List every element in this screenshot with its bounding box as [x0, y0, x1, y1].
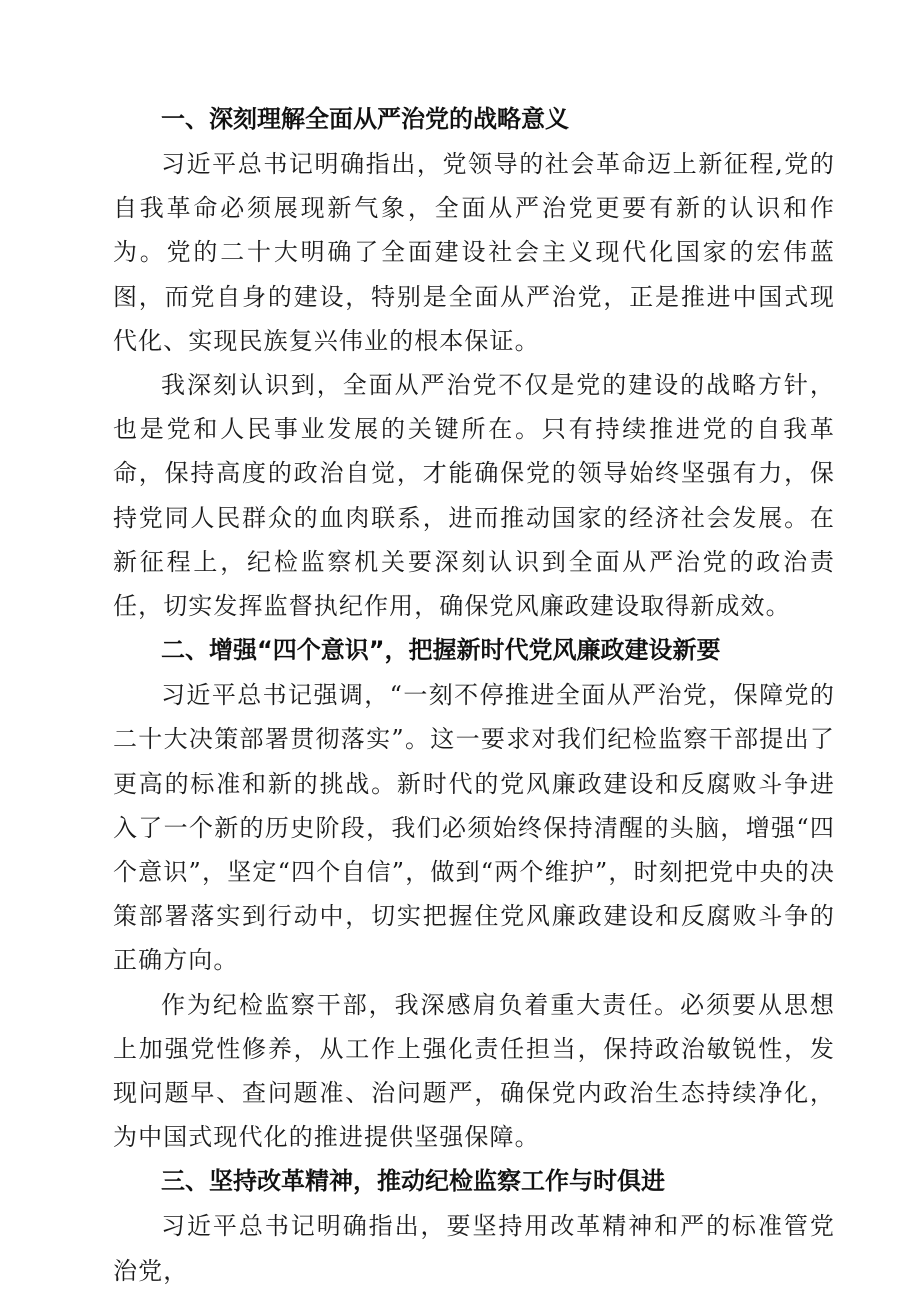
- section-2-paragraph-2: 作为纪检监察干部，我深感肩负着重大责任。必须要从思想上加强党性修养，从工作上强化责任担当，保持政治敏锐性，发现问题早、查问题准、治问题严，确保党内政治生态持续净化，为中国式现代化的推进提供坚强保障。: [113, 990, 835, 1152]
- section-3-heading: 三、坚持改革精神，推动纪检监察工作与时俱进: [161, 1167, 665, 1196]
- section-1-paragraph-1: 习近平总书记明确指出，党领导的社会革命迈上新征程,党的自我革命必须展现新气象，全面从严治党更要有新的认识和作为。党的二十大明确了全面建设社会主义现代化国家的宏伟蓝图，而党自身的建设，特别是全面从严治党，正是推进中国式现代化、实现民族复兴伟业的根本保证。: [113, 150, 835, 355]
- section-1-heading: 一、深刻理解全面从严治党的战略意义: [161, 105, 569, 133]
- document-body: [113, 97, 835, 1293]
- section-1-paragraph-2: 我深刻认识到，全面从严治党不仅是党的建设的战略方针，也是党和人民事业发展的关键所在。只有持续推进党的自我革命，保持高度的政治自觉，才能确保党的领导始终坚强有力，保持党同人民群众的血肉联系，进而推动国家的经济社会发展。在新征程上，纪检监察机关要深刻认识到全面从严治党的政治责任，切实发挥监督执纪作用，确保党风廉政建设取得新成效。: [113, 371, 835, 621]
- section-2-heading: 二、增强“四个意识”，把握新时代党风廉政建设新要: [161, 636, 721, 665]
- section-2-paragraph-1: 习近平总书记强调，“一刻不停推进全面从严治党，保障党的二十大决策部署贯彻落实”。这一要求对我们纪检监察干部提出了更高的标准和新的挑战。新时代的党风廉政建设和反腐败斗争进入了一个新的历史阶段，我们必须始终保持清醒的头脑，增强“四个意识”，坚定“四个自信”，做到“两个维护”，时刻把党中央的决策部署落实到行动中，切实把握住党风廉政建设和反腐败斗争的正确方向。: [113, 681, 835, 975]
- section-3-paragraph-1: 习近平总书记明确指出，要坚持用改革精神和严的标准管党治党，: [113, 1212, 835, 1285]
